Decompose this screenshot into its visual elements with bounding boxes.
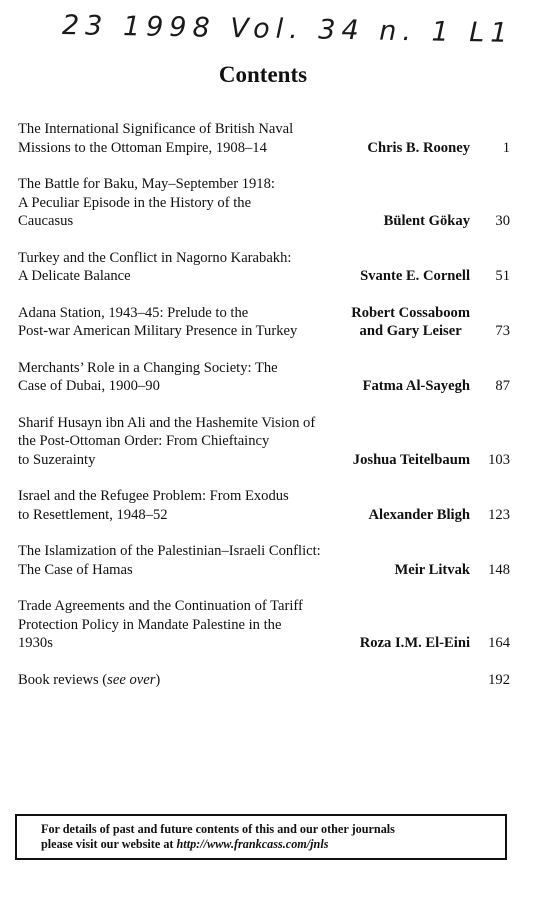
entry-title-line: to Resettlement, 1948–52	[18, 506, 168, 523]
entry-author: Fatma Al-Sayegh	[362, 378, 470, 394]
book-reviews-note: see over	[107, 671, 156, 688]
book-reviews-entry	[18, 671, 510, 690]
entry-title-line: Turkey and the Conflict in Nagorno Karabakh:	[18, 249, 292, 266]
toc-entry	[18, 542, 510, 579]
entry-title-line: Merchants’ Role in a Changing Society: The	[18, 359, 278, 376]
entry-title-line: Missions to the Ottoman Empire, 1908–14	[18, 139, 267, 156]
entry-page-number: 192	[488, 671, 510, 688]
table-of-contents	[18, 120, 510, 707]
entry-title-line: 1930s	[18, 635, 53, 651]
entry-title-line: Caucasus	[18, 213, 74, 229]
entry-page-number: 73	[495, 323, 510, 339]
entry-title-line: A Peculiar Episode in the History of the	[18, 194, 252, 211]
page-title: Contents	[218, 62, 308, 87]
notice-line	[41, 837, 493, 852]
notice-prefix: please visit our website at	[41, 837, 177, 851]
entry-author: Roza I.M. El-Eini	[359, 635, 470, 651]
toc-entry	[18, 249, 510, 286]
entry-author-line: and Gary Leiser	[359, 323, 462, 339]
entry-page-number: 103	[488, 451, 510, 468]
entry-author: Svante E. Cornell	[360, 268, 470, 284]
entry-page-number: 123	[488, 506, 510, 523]
entry-title-line: Israel and the Refugee Problem: From Exodus	[18, 488, 289, 504]
entry-title-line: Protection Policy in Mandate Palestine in the	[18, 616, 282, 633]
entry-page-number: 164	[488, 635, 510, 651]
book-reviews-close: )	[155, 671, 161, 688]
entry-page-number: 87	[495, 378, 510, 394]
toc-entry	[18, 414, 510, 470]
entry-page-number: 51	[495, 268, 510, 284]
entry-title-line: Trade Agreements and the Continuation of Tariff	[18, 598, 303, 614]
toc-entry	[18, 304, 510, 341]
entry-title-line: The Case of Hamas	[18, 561, 133, 578]
book-reviews-text: Book reviews (	[18, 671, 108, 688]
entry-author: Meir Litvak	[394, 561, 470, 578]
book-reviews-label	[18, 671, 510, 690]
toc-entry	[18, 175, 510, 231]
notice-line: For details of past and future contents of this and our other journals	[41, 822, 395, 836]
entry-author: Bülent Gökay	[383, 213, 470, 229]
entry-title-line: Case of Dubai, 1900–90	[18, 378, 160, 394]
entry-author: Alexander Bligh	[368, 506, 470, 523]
entry-author: Joshua Teitelbaum	[352, 451, 470, 468]
entry-title-line: The Battle for Baku, May–September 1918:	[18, 176, 275, 192]
toc-entry	[18, 597, 510, 653]
entry-title-line: The Islamization of the Palestinian–Israeli Conflict:	[18, 543, 321, 559]
entry-title-line: Adana Station, 1943–45: Prelude to the	[18, 304, 249, 321]
website-url: http://www.frankcass.com/jnls	[176, 837, 329, 851]
entry-title-line: Post-war American Military Presence in Turkey	[18, 323, 298, 339]
entry-title-line: A Delicate Balance	[18, 268, 131, 284]
entry-page-number: 148	[488, 561, 510, 578]
entry-title-line: The International Significance of British Naval	[18, 121, 294, 137]
entry-author: Chris B. Rooney	[367, 139, 470, 156]
entry-page-number: 1	[502, 139, 510, 156]
website-notice-box	[15, 814, 507, 860]
toc-entry	[18, 359, 510, 396]
toc-entry	[18, 120, 510, 157]
entry-title-line: the Post-Ottoman Order: From Chieftaincy	[18, 433, 270, 449]
entry-author	[351, 304, 470, 341]
handwritten-annotation: 23 1998 Vol. 34 n. 1 L1	[61, 10, 514, 49]
entry-page-number: 30	[495, 213, 510, 229]
entry-title-line: Sharif Husayn ibn Ali and the Hashemite Vision of	[18, 414, 316, 431]
entry-title-line: to Suzerainty	[18, 451, 96, 468]
toc-entry	[18, 487, 510, 524]
entry-author-line: Robert Cossaboom	[351, 304, 470, 321]
